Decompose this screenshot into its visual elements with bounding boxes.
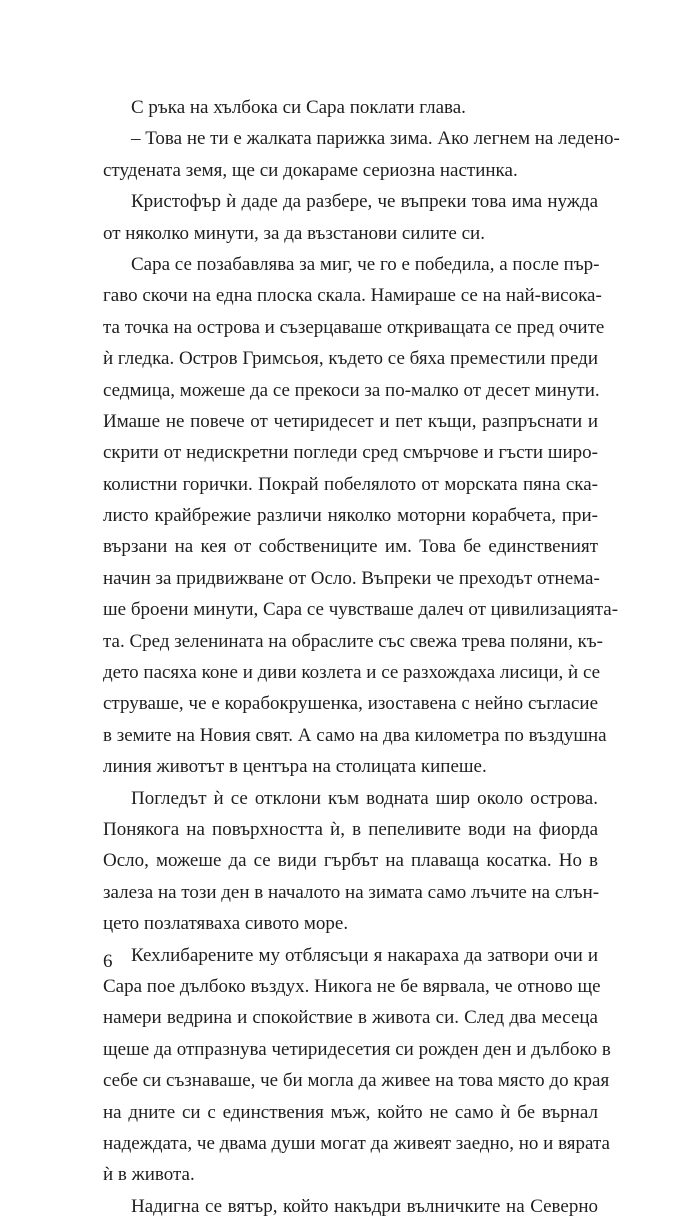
text-line: Сара се позабавлява за миг, че го е победила, а после пър- bbox=[131, 253, 600, 275]
text-line: надеждата, че двама души могат да живеят заедно, но и вярата bbox=[103, 1132, 610, 1154]
text-line: скрити от недискретни погледи сред смърчове и гъсти широ- bbox=[103, 442, 598, 464]
text-line: намери ведрина и спокойствие в живота си. След два месеца bbox=[103, 1007, 598, 1029]
text-line: себе си съзнаваше, че би могла да живее на това място до края bbox=[103, 1070, 610, 1092]
text-line: та. Сред зеленината на обраслите със свежа трева поляни, къ- bbox=[103, 630, 603, 652]
text-line: дето пасяха коне и диви козлета и се разхождаха лисици, ѝ се bbox=[103, 662, 601, 684]
text-line: залеза на този ден в началото на зимата само лъчите на слън- bbox=[103, 881, 600, 903]
text-line: студената земя, ще си докараме сериозна настинка. bbox=[103, 159, 518, 181]
text-line: седмица, можеше да се прекоси за по-малко от десет минути. bbox=[103, 379, 600, 401]
text-line: в земите на Новия свят. А само на два километра по въздушна bbox=[103, 724, 607, 746]
text-line: от няколко минути, за да възстанови силите си. bbox=[103, 222, 485, 244]
text-line: листо крайбрежие различи няколко моторни корабчета, при- bbox=[103, 505, 598, 527]
text-line: колистни горички. Покрай побелялото от морската пяна ска- bbox=[103, 473, 598, 495]
text-line: щеше да отпразнува четиридесетия си рожден ден и дълбоко в bbox=[103, 1038, 611, 1060]
text-line: Понякога на повърхността ѝ, в пепеливите води на фиорда bbox=[103, 818, 598, 840]
text-line: линия животът в центъра на столицата кипеше. bbox=[103, 756, 487, 778]
text-line: – Това не ти е жалката парижка зима. Ако легнем на ледено- bbox=[131, 128, 620, 150]
text-line: Надигна се вятър, който накъдри вълничките на Северно bbox=[131, 1195, 598, 1217]
text-line: Кехлибарените му отблясъци я накараха да затвори очи и bbox=[131, 944, 598, 966]
body-text bbox=[103, 92, 620, 1222]
page-number: 6 bbox=[103, 951, 113, 972]
text-line: Погледът ѝ се отклони към водната шир около острова. bbox=[131, 787, 598, 809]
text-line: С ръка на хълбока си Сара поклати глава. bbox=[131, 97, 466, 118]
text-line: цето позлатяваха сивото море. bbox=[103, 913, 349, 935]
text-line: гаво скочи на една плоска скала. Намираше се на най-висока- bbox=[103, 285, 602, 307]
text-line: начин за придвижване от Осло. Въпреки че преходът отнема- bbox=[103, 567, 600, 589]
text-line: на дните си с единствения мъж, който не само ѝ бе върнал bbox=[103, 1101, 598, 1123]
text-line: та точка на острова и съзерцаваше откриващата се пред очите bbox=[103, 316, 605, 338]
text-line: ше броени минути, Сара се чувстваше далеч от цивилизацията- bbox=[103, 599, 619, 621]
text-line: Кристофър ѝ даде да разбере, че въпреки това има нужда bbox=[131, 191, 598, 213]
text-line: Осло, можеше да се види гърбът на плаваща косатка. Но в bbox=[103, 850, 598, 872]
text-line: Сара пое дълбоко въздух. Никога не бе вярвала, че отново ще bbox=[103, 975, 601, 997]
text-line: вързани на кея от собствениците им. Това бе единственият bbox=[103, 536, 598, 558]
text-line: струваше, че е корабокрушенка, изоставена с нейно съгласие bbox=[103, 693, 598, 715]
text-line: Имаше не повече от четиридесет и пет къщи, разпръснати и bbox=[103, 410, 598, 432]
text-line: ѝ в живота. bbox=[103, 1164, 195, 1186]
text-line: ѝ гледка. Остров Гримсьоя, където се бяха преместили преди bbox=[103, 348, 599, 370]
